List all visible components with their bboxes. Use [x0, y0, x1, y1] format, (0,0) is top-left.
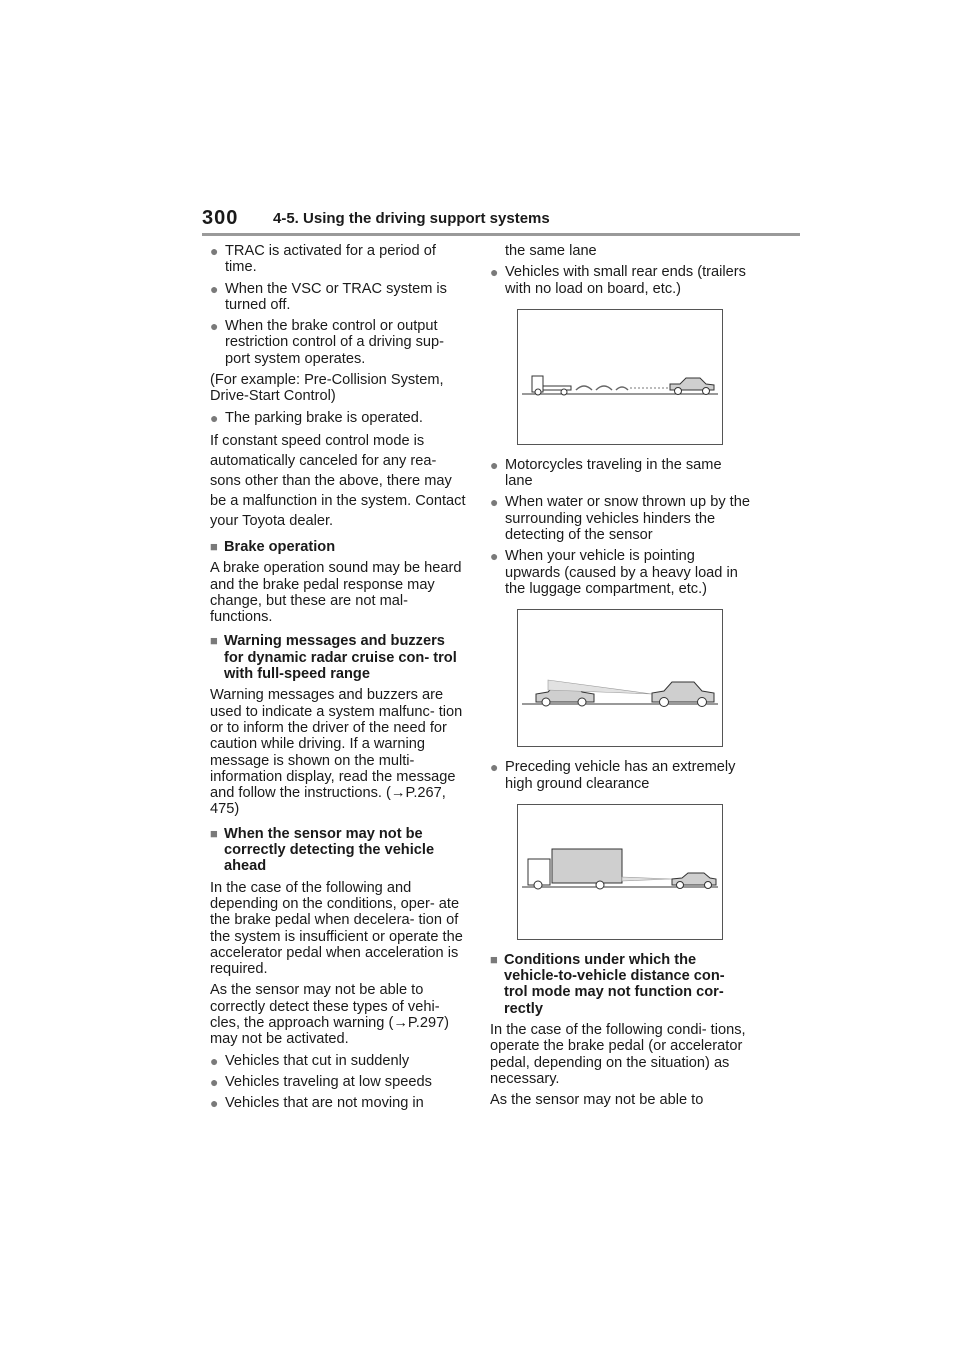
section-title: 4-5. Using the driving support systems [273, 210, 550, 227]
list-item: ● When your vehicle is pointing upwards (caused by a heavy load in the luggage compartment, etc.) [490, 548, 738, 597]
list-item: ● Vehicles that are not moving in [210, 1095, 424, 1112]
paragraph: Warning messages and buzzers are used to indicate a system malfunc- tion or to inform the driver of the need for caution while driving. If a warning message is shown on the multi-information display, read the message and follow the instructions. (→P.267, 475) [210, 687, 463, 818]
bullet-icon: ● [210, 280, 219, 297]
paragraph: If constant speed control mode is automatically canceled for any rea- sons other than the above, there may be a malfunction in the system. Contact your Toyota dealer. [210, 432, 466, 529]
list-item: ● When the VSC or TRAC system is turned off. [210, 280, 447, 313]
left-column [210, 243, 466, 1116]
bullet-icon: ● [210, 1073, 219, 1090]
illustration-trailer [517, 309, 723, 445]
illustration-pointing-upwards [517, 609, 723, 747]
list-item: ● TRAC is activated for a period of time. [210, 243, 436, 276]
subsection-heading: ■ When the sensor may not be correctly detecting the vehicle ahead [210, 825, 435, 875]
subsection-heading: ■ Warning messages and buzzers for dynamic radar cruise con- trol with full-speed range [210, 633, 457, 683]
paragraph: the same lane [505, 243, 597, 259]
square-icon: ■ [210, 633, 218, 649]
list-item: ● The parking brake is operated. [210, 409, 423, 426]
paragraph: As the sensor may not be able to correctly detect these types of vehi- cles, the approach warning (→P.297) may not be activated. [210, 982, 450, 1048]
paragraph: In the case of the following condi- tions, operate the brake pedal (or accelerator pedal, depending on the situation) as necessary. [490, 1022, 746, 1087]
bullet-icon: ● [490, 548, 499, 565]
illustration-high-clearance [517, 804, 723, 940]
square-icon: ■ [210, 538, 218, 554]
square-icon: ■ [210, 825, 218, 841]
list-item: ● Motorcycles traveling in the same lane [490, 456, 722, 490]
page-header [202, 206, 800, 236]
bullet-icon: ● [210, 318, 219, 335]
subsection-heading: ■ Brake operation [210, 538, 336, 555]
paragraph: In the case of the following and depending on the conditions, oper- ate the brake pedal when decelera- tion of the system is insufficient or operate the accelerator pedal when acceleration is required. [210, 879, 463, 978]
square-icon: ■ [490, 951, 498, 967]
list-item: ● When water or snow thrown up by the surrounding vehicles hinders the detecting of the sensor [490, 494, 750, 544]
bullet-icon: ● [210, 1095, 219, 1112]
bullet-icon: ● [490, 494, 499, 511]
list-item: ● Preceding vehicle has an extremely high ground clearance [490, 759, 736, 792]
bullet-icon: ● [490, 264, 499, 281]
bullet-icon: ● [210, 243, 219, 259]
paragraph: As the sensor may not be able to [490, 1092, 704, 1109]
right-column [490, 243, 752, 1114]
bullet-icon: ● [210, 409, 219, 426]
bullet-icon: ● [490, 759, 499, 776]
paragraph: A brake operation sound may be heard and the brake pedal response may change, but these are not mal- functions. [210, 560, 462, 626]
list-item: ● Vehicles that cut in suddenly [210, 1052, 410, 1069]
list-item: ● When the brake control or output restriction control of a driving sup- port system operates. [210, 318, 444, 367]
bullet-icon: ● [210, 1052, 219, 1069]
subsection-heading: ■ Conditions under which the vehicle-to-vehicle distance con- trol mode may not function cor- rectly [490, 951, 725, 1017]
paragraph: (For example: Pre-Collision System, Drive-Start Control) [210, 372, 444, 405]
page-number: 300 [202, 207, 239, 229]
bullet-icon: ● [490, 456, 499, 473]
list-item: ● Vehicles traveling at low speeds [210, 1073, 432, 1090]
list-item: ● Vehicles with small rear ends (trailers with no load on board, etc.) [490, 264, 746, 297]
